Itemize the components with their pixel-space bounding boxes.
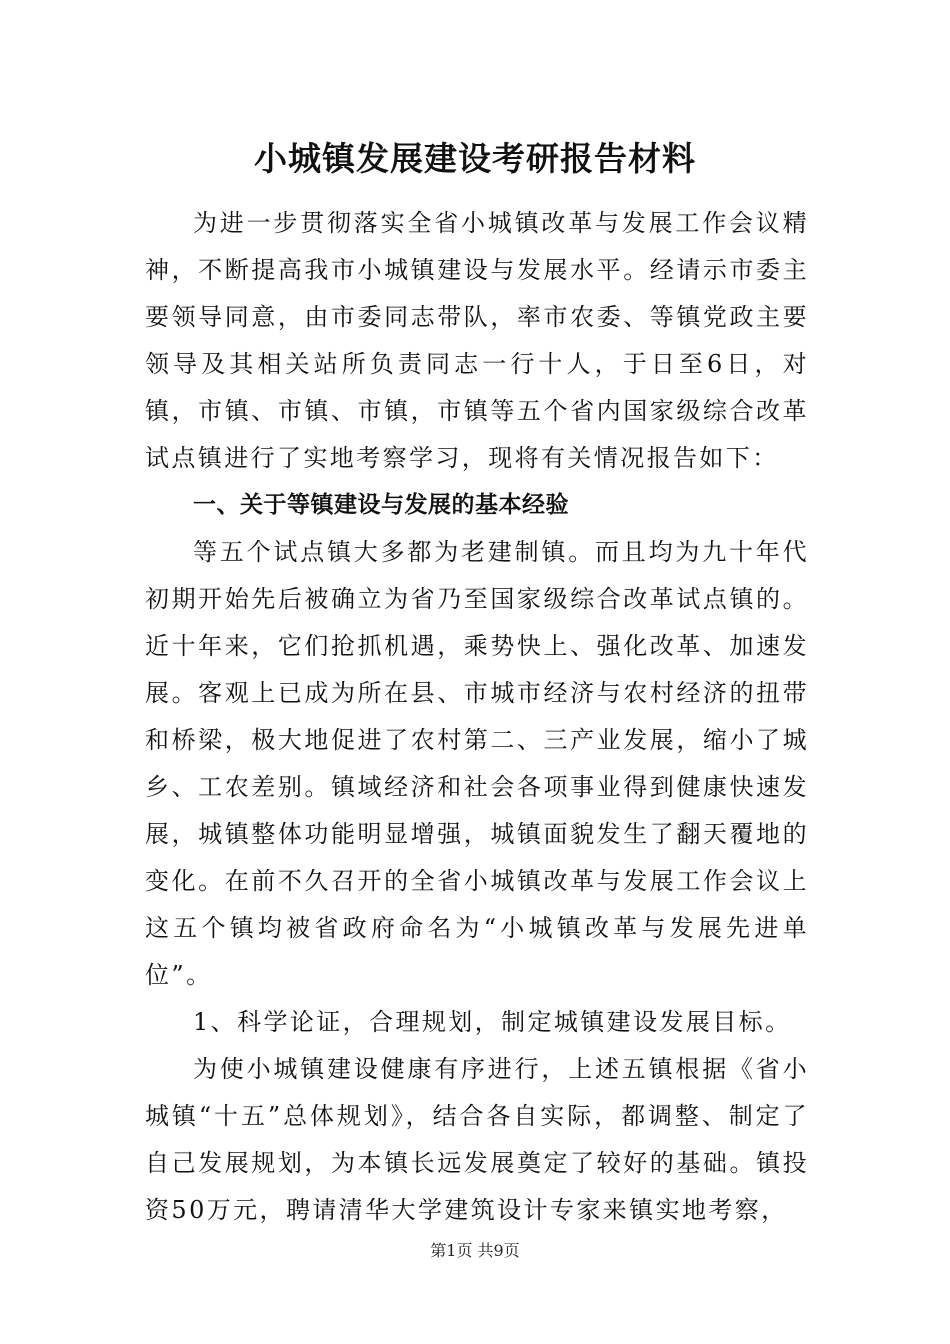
subsection-paragraph: 为使小城镇建设健康有序进行，上述五镇根据《省小城镇“十五”总体规划》，结合各自实际，都调整、制定了自己发展规划，为本镇长远发展奠定了较好的基础。镇投资50万元，聘请清华大学建筑设计专家来镇实地考察， [145,1055,809,1224]
section-paragraph: 等五个试点镇大多都为老建制镇。而且均为九十年代初期开始先后被确立为省乃至国家级综合改革试点镇的。近十年来，它们抢抓机遇，乘势快上、强化改革、加速发展。客观上已成为所在县、市城市经济与农村经济的扭带和桥梁，极大地促进了农村第二、三产业发展，缩小了城乡、工农差别。镇域经济和社会各项事业得到健康快速发展，城镇整体功能明显增强，城镇面貌发生了翻天覆地的变化。在前不久召开的全省小城镇改革与发展工作会议上这五个镇均被省政府命名为“小城镇改革与发展先进单位”。 [145,538,809,989]
page-number-footer: 第1页 共9页 [430,1241,520,1260]
intro-paragraph: 为进一步贯彻落实全省小城镇改革与发展工作会议精神，不断提高我市小城镇建设与发展水平。经请示市委主要领导同意，由市委同志带队，率市农委、等镇党政主要领导及其相关站所负责同志一行十人，于日至6日，对镇，市镇、市镇、市镇，市镇等五个省内国家级综合改革试点镇进行了实地考察学习，现将有关情况报告如下： [145,209,809,472]
document-title: 小城镇发展建设考研报告材料 [254,139,696,178]
subsection-heading: 1、科学论证，合理规划，制定城镇建设发展目标。 [193,1008,792,1036]
section-heading: 一、关于等镇建设与发展的基本经验 [193,492,569,518]
document-body [145,200,809,1234]
